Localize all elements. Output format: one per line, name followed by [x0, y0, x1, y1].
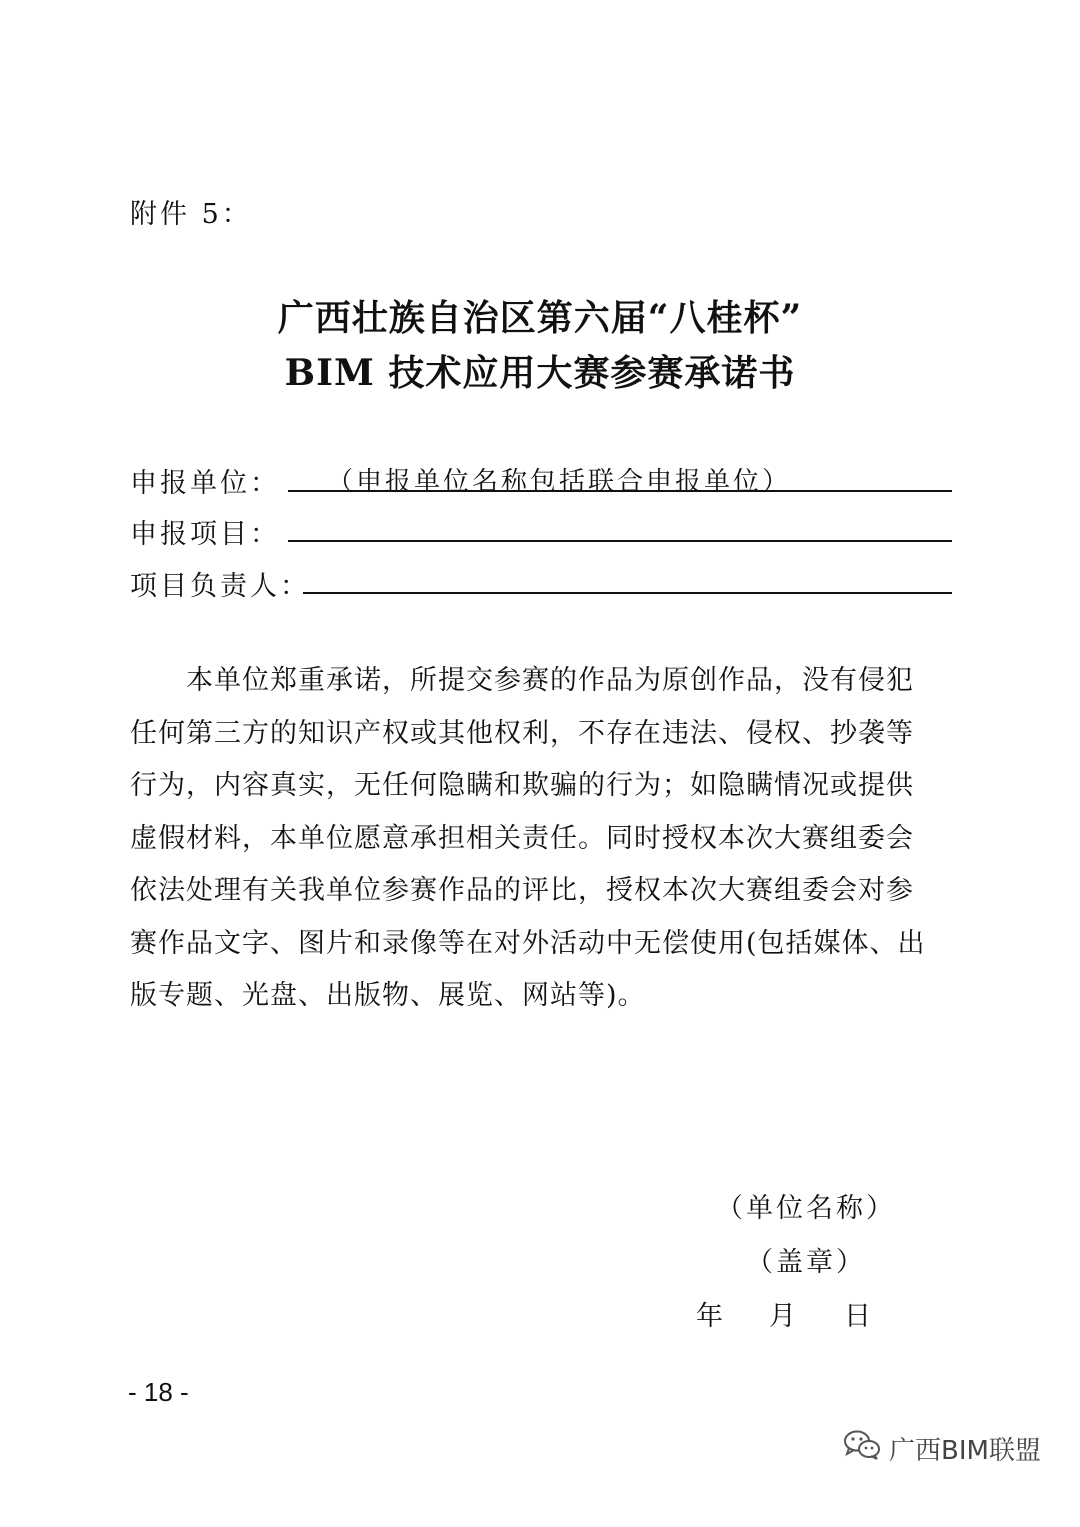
field-label-leader: 项目负责人： — [130, 571, 310, 602]
paragraph-line: 本单位郑重承诺，所提交参赛的作品为原创作品，没有侵犯 — [186, 665, 914, 696]
watermark — [843, 1429, 1041, 1468]
document-title-line-1: 广西壮族自治区第六届“八桂杯” — [277, 297, 803, 339]
field-line-project — [288, 540, 952, 542]
date-year: 年 — [696, 1301, 726, 1332]
document-title-line-2: BIM 技术应用大赛参赛承诺书 — [284, 352, 796, 394]
paragraph-line: 行为，内容真实，无任何隐瞒和欺骗的行为；如隐瞒情况或提供 — [130, 770, 914, 801]
field-value-unit: （申报单位名称包括联合申报单位） — [327, 467, 792, 497]
field-label-project: 申报项目： — [130, 519, 280, 550]
paragraph-line: 赛作品文字、图片和录像等在对外活动中无偿使用(包括媒体、出 — [130, 927, 926, 959]
attachment-label: 附件 5： — [130, 199, 252, 230]
date-day: 日 — [844, 1301, 874, 1332]
field-line-leader — [303, 592, 952, 594]
watermark-text: 广西BIM联盟 — [889, 1436, 1041, 1466]
wechat-icon — [843, 1429, 881, 1468]
paragraph-line: 虚假材料，本单位愿意承担相关责任。同时授权本次大赛组委会 — [130, 822, 914, 854]
paragraph-line: 版专题、光盘、出版物、展览、网站等)。 — [130, 980, 646, 1011]
page-number: - 18 - — [128, 1377, 189, 1407]
signature-unit-name: （单位名称） — [716, 1193, 896, 1224]
date-month: 月 — [769, 1301, 799, 1332]
paragraph-line: 任何第三方的知识产权或其他权利，不存在违法、侵权、抄袭等 — [130, 717, 914, 749]
commitment-paragraph — [130, 655, 950, 1023]
signature-seal: （盖章） — [746, 1247, 866, 1278]
field-label-unit: 申报单位： — [130, 468, 280, 499]
paragraph-line: 依法处理有关我单位参赛作品的评比，授权本次大赛组委会对参 — [130, 875, 914, 906]
